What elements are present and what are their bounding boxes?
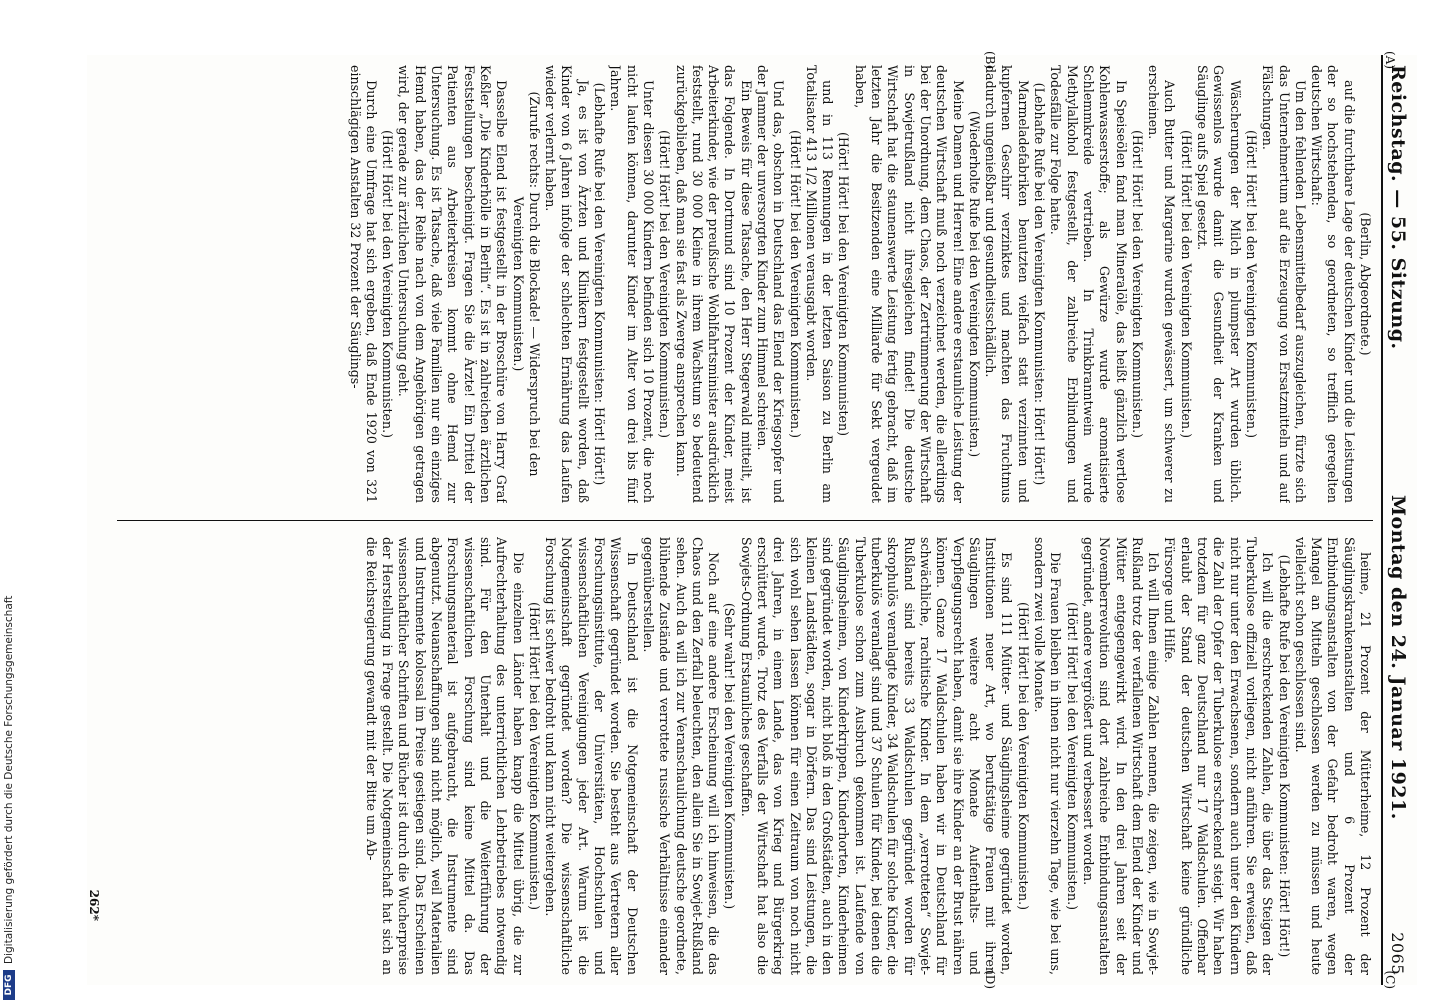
- left-column-paragraph: Marmeladefabriken benutzten vielfach statt verzinnten und kupfernen Geschirr verzinktes und machten das Fruchtmus dadurch ungenießbar und gesundheitsschädlich.: [983, 65, 1031, 503]
- page-number: 2065: [1388, 932, 1407, 975]
- sheet-number: 262*: [87, 889, 101, 921]
- right-column-paragraph: (Sehr wahr! bei den Vereinigten Kommunisten.): [722, 602, 738, 910]
- left-column-paragraph: (Hört! Hört! bei den Vereinigten Kommunisten.): [380, 129, 396, 439]
- left-column-paragraph: (Berlin, Abgeordnete.): [1358, 212, 1373, 356]
- right-column-paragraph: (Hört! Hört! bei den Vereinigten Kommunisten.): [1064, 601, 1080, 911]
- column-divider: [117, 520, 1373, 521]
- left-column-paragraph: Ein Beweis für diese Tatsache, den Herr Stegerwald mitteilt, ist das Folgende. In Dortmund sind 10 Prozent der Kinder, meist Arbeiterkinder, wie der preußische Wohlfahrtsminister ausdrücklich feststellt, rund 30 000 Kleine in ihrem Wachstum so bedeutend zurückgeblieben, daß man sie fast als Zwerge ansprechen kann.: [673, 65, 754, 503]
- left-column-paragraph: (Lebhafte Rufe bei den Vereinigten Kommunisten: Hört! Hört!): [1032, 82, 1048, 486]
- margin-marker-c: (C): [1383, 970, 1397, 989]
- header-title: Reichstag. — 55. Sitzung.: [1387, 65, 1409, 350]
- right-column-paragraph: Noch auf eine andere Erscheinung will ich hinweisen, die das Chaos und den Zerfall beleuchten, den allein Sie in Sowjet-Rußland sehen. Auch da will ich zur Veranschaulichung deutsche geordnete, blühende Zustände und verrottete russische Verhältnisse einander gegenüberstellen.: [640, 537, 722, 975]
- right-column-paragraph: (Hört! Hört! bei den Vereinigten Kommunisten.): [526, 601, 542, 911]
- scanned-page: [87, 51, 1417, 989]
- left-column-paragraph: Dasselbe Elend ist festgestellt in der Broschüre von Harry Graf Keßler „Die Kinderhölle in Berlin“. Es ist in zahlreichen ärztlichen Feststellungen bescheinigt. Fragen Sie die Ärzte! Ein Drittel der Patienten aus Arbeiterkreisen kommt ohne Hemd zur Untersuchung. Es ist Tatsache, daß viele Familien nur ein einziges Hemd haben, das der Reihe nach von dem Angehörigen getragen wird, der gerade zur ärztlichen Untersuchung geht.: [396, 65, 510, 503]
- left-column-paragraph: Um den fehlenden Lebensmittelbedarf auszugleichen, fürzte sich das Unternehmertum auf die Erzeugung von Ersatzmitteln und auf Fälschungen.: [1260, 65, 1308, 503]
- left-column-paragraph: Und das, obschon in Deutschland das Elend der Kriegsopfer und der Jammer der unversorgten Kinder zum Himmel schreien.: [755, 65, 787, 503]
- right-column-paragraph: Die einzelnen Länder haben knapp die Mittel übrig, die zur Aufrechterhaltung des unterrichtlichen Lehrbetriebes notwendig sind. Für den Unterhalt und die Weiterführung der wissenschaftlichen Forschung sind keine Mittel da. Das Forschungsmaterial ist aufgebraucht, die Instrumente sind abgenutzt. Neuanschaffungen sind nicht möglich, weil Materialien und Instrumente kolossal im Preise gestiegen sind. Das Erscheinen wissenschaftlicher Schriften und Bücher ist durch die Wucherpreise der Herstellung in Frage gestellt. Die Notgemeinschaft hat sich an die Reichsregierung gewandt mit der Bitte um Ab-: [363, 537, 526, 975]
- right-column-paragraph: (Lebhafte Rufe bei den Vereinigten Kommunisten: Hört! Hört!): [1276, 554, 1292, 958]
- left-column-paragraph: (Lebhafte Rufe bei den Vereinigten Kommunisten: Hört! Hört!): [592, 82, 608, 486]
- right-column-paragraph: (Hört! Hört! bei den Vereinigten Kommunisten.): [1015, 601, 1031, 911]
- right-column-paragraph: Es sind 111 Mütter- und Säuglingsheime gegründet worden, Institutionen neuer Art, wo berufstätige Frauen mit ihren Säuglingen weitere acht Monate Aufenthalts- und Verpflegungsrecht haben, damit sie ihre Kinder an der Brust nähren können. Ganze 17 Waldschulen haben wir in Deutschland für schwächliche, rachitische Kinder. In dem „verrotteten“ Sowjet-Rußland sind bereits 33 Waldschulen gegründet worden für skrophulös veranlagte Kinder, 34 Waldschulen für solche Kinder, die tuberkulös veranlagt sind und 37 Schulen für Kinder, bei denen die Tuberkulose schon zum Ausbruch gekommen ist. Laufende von Säuglingsheimen, von Kinderkrippen, Kinderhorten, Kinderheimen sind gegründet worden, nicht bloß in den Großstädten, auch in den kleinen Landstädten, sogar in Dörfern. Das sind Leistungen, die sich wohl sehen lassen können für einen Zeitraum von noch nicht drei Jahren, in einem Lande, das von Krieg und Bürgerkrieg erschüttert wurde. Trotz des Verfalls der Wirtschaft hat also die Sowjets-Ordnung Erstaunliches geschaffen.: [738, 537, 1015, 975]
- text-columns: [97, 65, 1373, 975]
- credit-text: Digitalisierung gefördert durch die Deutsche Forschungsgemeinschaft: [3, 595, 15, 964]
- left-column-paragraph: In Speiseölen fand man Mineralöle, das heißt gänzlich wertlose Kohlenwasserstoffe; als Gewürze wurde aromatisierte Schlemmkreide vertrieben. In Trinkbranntwein wurde Methylalkohol festgestellt, der zahlreiche Erblindungen und Todesfälle zur Folge hatte.: [1048, 65, 1129, 503]
- margin-marker-b: (B): [983, 51, 997, 70]
- dfg-logo: DFG: [3, 970, 15, 1000]
- left-column-paragraph: Auch Butter und Margarine wurden gewässert, um schwerer zu erscheinen.: [1146, 65, 1178, 503]
- digitization-credit: [1, 0, 17, 1000]
- left-column-paragraph: (Hört! Hört! bei den Vereinigten Kommunisten.): [1178, 129, 1194, 439]
- left-column-paragraph: Unter diesen 30 000 Kindern befinden sich 10 Prozent, die noch nicht laufen können, darunter Kinder im Alter von drei bis fünf Jahren.: [608, 65, 656, 503]
- left-column-paragraph: (Hört! Hört! bei den Vereinigten Kommunisten): [836, 131, 852, 436]
- page-header: [1381, 65, 1411, 975]
- left-column-paragraph: (Hört! Hört! bei den Vereinigten Kommunisten.): [657, 129, 673, 439]
- left-column-paragraph: (Hört! Hört! bei den Vereinigten Kommunisten.): [1243, 129, 1259, 439]
- left-column-paragraph: Durch eine Umfrage hat sich ergeben, daß Ende 1920 von 321 einschlägigen Anstalten 32 Prozent der Säuglings-: [347, 65, 379, 503]
- left-column-paragraph: (Wiederholte Rufe bei den Vereinigten Kommunisten.): [966, 110, 982, 458]
- right-column-paragraph: In Deutschland ist die Notgemeinschaft der Deutschen Wissenschaft gegründet worden. Sie besteht aus Vertretern aller Forschungsinstitute, der Universitäten, Hochschulen und wissenschaftlichen Vereinigungen jeder Art. Warum ist die Notgemeinschaft gegründet worden? Die wissenschaftliche Forschung ist schwer bedroht und kann nicht weitergehen.: [543, 537, 640, 975]
- right-column-paragraph: Ich will die erschreckenden Zahlen, die über das Steigen der Tuberkulose offiziell vorliegen, nicht anführen. Sie erweisen, daß nicht nur unter den Erwachsenen, sondern auch unter den Kindern die Zahl der Opfer der Tuberkulose erschreckend steigt. Wir haben trotzdem für ganz Deutschland nur 17 Waldschulen. Offenbar erlaubt der Stand der deutschen Wirtschaft keine gründliche Fürsorge und Hilfe.: [1162, 537, 1276, 975]
- right-column-paragraph: Ich will Ihnen einige Zahlen nennen, die zeigen, wie in Sowjet-Rußland trotz der verfallenen Wirtschaft dem Elend der Kinder und Mütter entgegengewirkt wird. In den drei Jahren seit der Novemberrevolution sind dort zahlreiche Entbindungsanstalten gegründet, andere vergrößert und verbessert worden.: [1080, 537, 1162, 975]
- left-column-paragraph: (Hört! Hört! bei den Vereinigten Kommunisten.): [787, 129, 803, 439]
- left-column: [97, 65, 1373, 503]
- header-date: Montag den 24. Januar 1921.: [1387, 495, 1409, 820]
- right-column: [97, 537, 1373, 975]
- left-column-paragraph: Meine Damen und Herren! Eine andere erstaunliche Leistung der deutschen Wirtschaft muß noch verzeichnet werden, die allerdings bei der Unordnung, dem Chaos, der Zertrümmerung der Wirtschaft in Sowjetrußland nicht ihresgleichen findet! Die deutsche Wirtschaft hat die staunenswerte Leistung fertig gebracht, daß im letzten Jahr die Besitzenden eine Milliarde für Sekt vergeudet haben,: [852, 65, 966, 503]
- right-column-paragraph: heime, 21 Prozent der Mütterheime, 12 Prozent der Säuglingskrankenanstalten und 6 Prozent der Entbindungsanstalten von der Gefahr bedroht waren, wegen Mangel an Mitteln geschlossen werden zu müssen und heute vielleicht schon geschlossen sind.: [1292, 537, 1373, 975]
- right-column-paragraph: Die Frauen bleiben in ihnen nicht nur vierzehn Tage, wie bei uns, sondern zwei volle Monate.: [1032, 537, 1064, 975]
- left-column-paragraph: Ja, es ist von Ärzten und Klinikern festgestellt worden, daß Kinder von 6 Jahren infolge der schlechten Ernährung das Laufen wieder verlernt haben.: [543, 65, 591, 503]
- header-rule: [1381, 55, 1383, 985]
- left-column-paragraph: (Hört! Hört! bei den Vereinigten Kommunisten.): [1129, 129, 1145, 439]
- left-column-paragraph: (Zurufe rechts: Durch die Blockade! — Widerspruch bei den Vereinigten Kommunisten.): [510, 91, 542, 477]
- left-column-paragraph: Wäscherungen der Milch in plumpster Art wurden üblich. Gewissenlos wurde damit die Gesundheit der Kranken und Säuglinge aufs Spiel gesetzt.: [1195, 65, 1243, 503]
- margin-marker-a: (A): [1383, 51, 1397, 70]
- left-column-paragraph: und in 113 Rennungen in der letzten Saison zu Berlin am Totalisator 413 1/2 Millionen verausgabt worden.: [803, 65, 836, 503]
- margin-marker-d: (D): [983, 970, 997, 989]
- left-column-paragraph: auf die furchtbare Lage der deutschen Kinder und die Leistungen der so hochstehenden, so geordneten, so trefflich geregelten deutschen Wirtschaft:: [1309, 65, 1357, 503]
